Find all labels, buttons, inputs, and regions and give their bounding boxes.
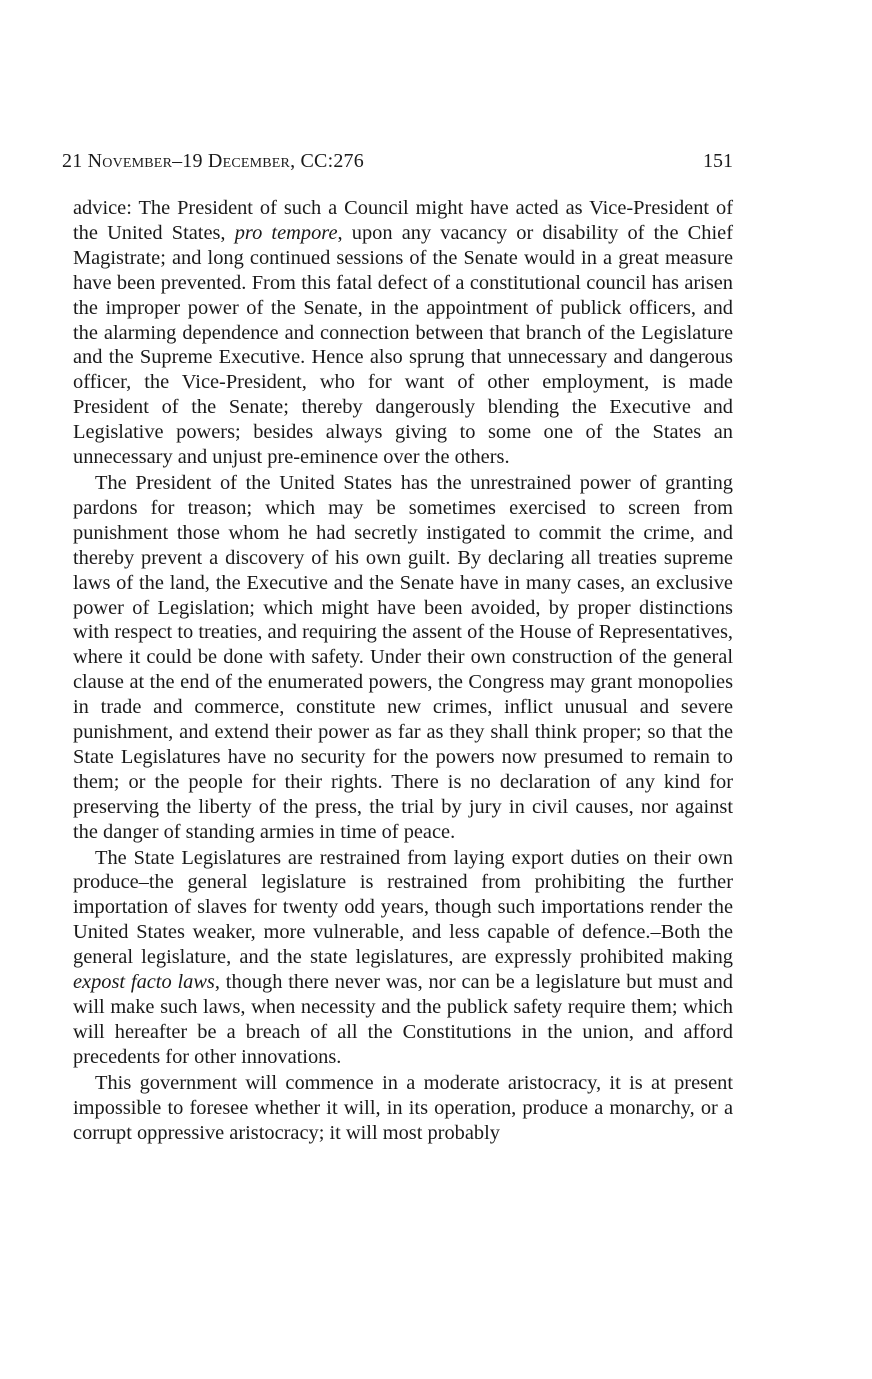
paragraph-4-text: This government will commence in a moderate aristocracy, it is at present impossible to foresee whether it will, in its operation, produce a monarchy, or a corrupt oppressive aristocracy; it will most probably [73, 1071, 733, 1144]
paragraph-3 [73, 846, 733, 1070]
running-head-month-november: November [87, 150, 173, 172]
paragraph-1 [73, 196, 733, 470]
paragraph-3-text-b: , though there never was, nor can be a legislature but must and will make such laws, when necessity and the publick safety require them; which will hereafter be a breach of all the Constitutions in the union, and afford precedents for other innovations. [73, 971, 733, 1068]
paragraph-1-italic-pro-tempore: pro tempore [234, 221, 338, 244]
paragraph-3-text-a: The State Legislatures are restrained from laying export duties on their own produce–the general legislature is restrained from prohibiting the further importation of slaves for twenty odd years, though such importations render the United States weaker, more vulnerable, and less capable of defence.–Both the general legislature, and the state legislatures, are expressly prohibited making [73, 846, 733, 969]
running-head-month-december: December [207, 150, 291, 172]
paragraph-1-text-b: , upon any vacancy or disability of the Chief Magistrate; and long continued sessions of the Senate would in a great measure have been prevented. From this fatal defect of a constitutional council has arisen the improper power of the Senate, in the appointment of publick officers, and the alarming dependence and connection between that branch of the Legislature and the Supreme Executive. Hence also sprung that unnecessary and dangerous officer, the Vice-President, who for want of other employment, is made President of the Senate; thereby dangerously blending the Executive and Legislative powers; besides always giving to some one of the States an unnecessary and unjust pre-eminence over the others. [73, 221, 733, 469]
running-head-document-id: , CC:276 [290, 150, 364, 172]
paragraph-2 [73, 471, 733, 845]
running-head-date-end: –19 [172, 150, 208, 172]
page-number: 151 [703, 150, 733, 172]
running-head-date-start: 21 [62, 150, 88, 172]
paragraph-2-text: The President of the United States has the unrestrained power of granting pardons for treason; which may be sometimes exercised to screen from punishment those whom he had secretly instigated to commit the crime, and thereby prevent a discovery of his own guilt. By declaring all treaties supreme laws of the land, the Executive and the Senate have in many cases, an exclusive power of Legislation; which might have been avoided, by proper distinctions with respect to treaties, and requiring the assent of the House of Representatives, where it could be done with safety. Under their own construction of the general clause at the end of the enumerated powers, the Congress may grant monopolies in trade and commerce, constitute new crimes, inflict unusual and severe punishment, and extend their power as far as they shall think proper; so that the State Legislatures have no security for the powers now presumed to remain to them; or the people for their rights. There is no declaration of any kind for preserving the liberty of the press, the trial by jury in civil causes, nor against the danger of standing armies in time of peace. [73, 471, 733, 843]
paragraph-3-italic-expost-facto: expost facto laws [73, 971, 215, 994]
document-page [62, 148, 733, 1145]
body-text [73, 196, 733, 1145]
running-head-title [62, 148, 364, 174]
paragraph-4 [73, 1071, 733, 1146]
running-head [62, 148, 733, 178]
paragraph-1-text-a: advice: The President of such a Council might have acted as Vice-President of the United States, [73, 197, 733, 244]
